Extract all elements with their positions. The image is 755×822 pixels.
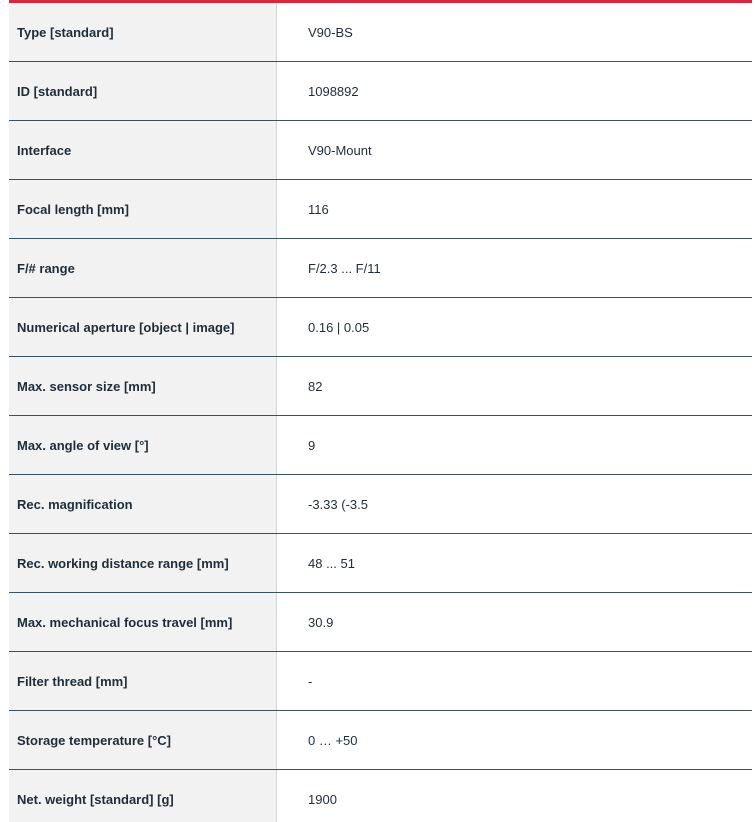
row-value: -3.33 (-3.5 [277, 475, 752, 533]
row-value: 9 [277, 416, 752, 474]
table-row [9, 770, 752, 822]
row-value: 0 … +50 [277, 711, 752, 769]
row-value: 82 [277, 357, 752, 415]
row-label: F/# range [9, 239, 277, 297]
row-label: Rec. magnification [9, 475, 277, 533]
row-label: ID [standard] [9, 62, 277, 120]
row-value: 1900 [277, 770, 752, 822]
row-value: V90-BS [277, 3, 752, 61]
row-label: Max. mechanical focus travel [mm] [9, 593, 277, 651]
row-value: 1098892 [277, 62, 752, 120]
row-label: Storage temperature [°C] [9, 711, 277, 769]
table-row [9, 475, 752, 534]
row-label: Filter thread [mm] [9, 652, 277, 710]
row-label: Rec. working distance range [mm] [9, 534, 277, 592]
row-label: Focal length [mm] [9, 180, 277, 238]
row-value: F/2.3 ... F/11 [277, 239, 752, 297]
row-label: Max. sensor size [mm] [9, 357, 277, 415]
row-value: 116 [277, 180, 752, 238]
row-value: 48 ... 51 [277, 534, 752, 592]
table-row [9, 593, 752, 652]
row-value: 30.9 [277, 593, 752, 651]
table-row [9, 62, 752, 121]
table-row [9, 711, 752, 770]
table-row [9, 121, 752, 180]
row-label: Net. weight [standard] [g] [9, 770, 277, 822]
table-row [9, 357, 752, 416]
table-row [9, 180, 752, 239]
spec-table [9, 0, 752, 822]
row-label: Max. angle of view [°] [9, 416, 277, 474]
table-row [9, 239, 752, 298]
row-label: Numerical aperture [object | image] [9, 298, 277, 356]
row-label: Type [standard] [9, 3, 277, 61]
row-value: - [277, 652, 752, 710]
table-row [9, 416, 752, 475]
table-row [9, 3, 752, 62]
table-row [9, 534, 752, 593]
row-value: 0.16 | 0.05 [277, 298, 752, 356]
table-row [9, 298, 752, 357]
row-value: V90-Mount [277, 121, 752, 179]
table-row [9, 652, 752, 711]
row-label: Interface [9, 121, 277, 179]
